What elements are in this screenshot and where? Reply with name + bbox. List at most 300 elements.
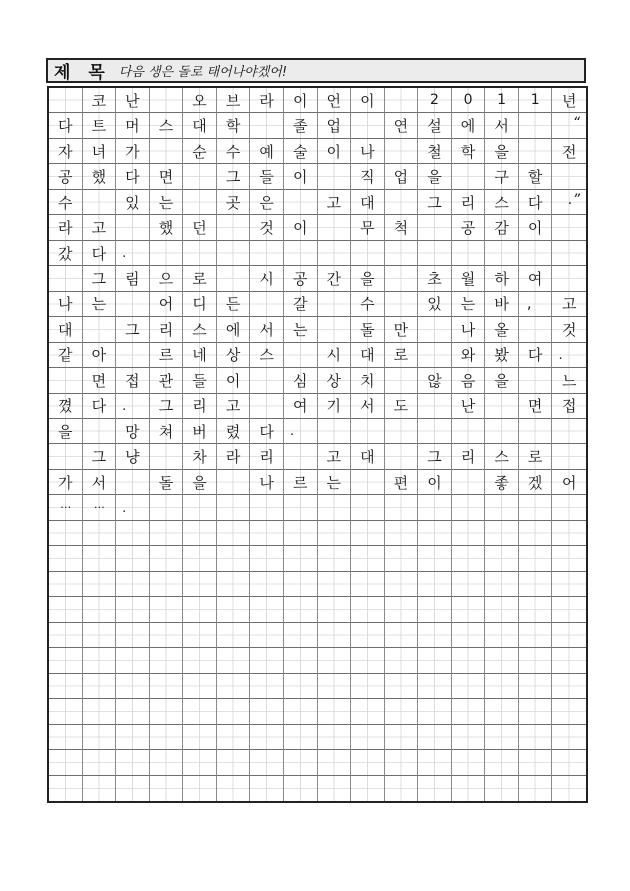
grid-cell: [418, 776, 452, 801]
grid-cell: [49, 725, 83, 750]
grid-cell: 들: [250, 164, 284, 189]
grid-cell: [49, 750, 83, 775]
grid-cell: [552, 495, 586, 520]
grid-cell: 들: [183, 368, 217, 393]
grid-cell: [150, 521, 184, 546]
grid-cell: 이: [418, 470, 452, 495]
grid-cell: [552, 674, 586, 699]
grid-cell: [351, 597, 385, 622]
grid-cell: 든: [217, 292, 251, 317]
grid-cell: [250, 368, 284, 393]
grid-cell: 관: [150, 368, 184, 393]
grid-cell: [452, 674, 486, 699]
grid-cell: [183, 495, 217, 520]
grid-cell: [351, 648, 385, 673]
grid-cell: [150, 648, 184, 673]
grid-cell: [217, 648, 251, 673]
grid-cell: [418, 394, 452, 419]
grid-cell: 학: [452, 139, 486, 164]
grid-cell: 가: [49, 470, 83, 495]
grid-cell: [49, 623, 83, 648]
title-box: [46, 58, 586, 83]
grid-cell: [116, 546, 150, 571]
grid-cell: 을: [351, 266, 385, 291]
grid-cell: [519, 597, 553, 622]
grid-cell: [519, 368, 553, 393]
grid-cell: [318, 495, 352, 520]
grid-cell: 같: [49, 343, 83, 368]
grid-cell: 0: [452, 88, 486, 113]
grid-cell: [552, 546, 586, 571]
grid-cell: 는: [150, 190, 184, 215]
grid-cell: [150, 546, 184, 571]
grid-cell: 척: [385, 215, 419, 240]
grid-cell: 학: [217, 113, 251, 138]
grid-cell: [351, 113, 385, 138]
grid-cell: 트: [83, 113, 117, 138]
grid-cell: 있: [116, 190, 150, 215]
grid-cell: [116, 725, 150, 750]
grid-cell: 수: [351, 292, 385, 317]
grid-cell: 라: [217, 444, 251, 469]
grid-cell: [250, 113, 284, 138]
grid-cell: 브: [217, 88, 251, 113]
grid-cell: 그: [418, 190, 452, 215]
grid-cell: 업: [318, 113, 352, 138]
grid-cell: [418, 623, 452, 648]
grid-cell: [519, 521, 553, 546]
grid-cell: [150, 699, 184, 724]
grid-cell: 이: [284, 88, 318, 113]
grid-cell: [183, 164, 217, 189]
grid-cell: [552, 623, 586, 648]
grid-cell: [284, 190, 318, 215]
grid-cell: [150, 495, 184, 520]
grid-cell: 스: [485, 190, 519, 215]
grid-cell: [418, 215, 452, 240]
grid-cell: [418, 546, 452, 571]
grid-cell: [385, 266, 419, 291]
grid-cell: 올: [485, 317, 519, 342]
grid-cell: [351, 750, 385, 775]
grid-cell: [351, 776, 385, 801]
grid-cell: [351, 699, 385, 724]
grid-cell: [49, 648, 83, 673]
grid-cell: 대: [351, 444, 385, 469]
grid-cell: [49, 368, 83, 393]
grid-cell: 접: [552, 394, 586, 419]
grid-cell: 공: [49, 164, 83, 189]
grid-cell: [183, 648, 217, 673]
grid-cell: 시: [250, 266, 284, 291]
grid-cell: [250, 394, 284, 419]
grid-cell: 라: [250, 88, 284, 113]
grid-cell: [452, 725, 486, 750]
grid-cell: [552, 521, 586, 546]
grid-cell: [250, 699, 284, 724]
grid-cell: [552, 597, 586, 622]
grid-cell: 머: [116, 113, 150, 138]
grid-cell: [284, 343, 318, 368]
grid-cell: 렸: [217, 419, 251, 444]
grid-cell: 스: [250, 343, 284, 368]
grid-cell: 스: [183, 317, 217, 342]
grid-cell: 초: [418, 266, 452, 291]
grid-cell: [83, 674, 117, 699]
grid-cell: [418, 750, 452, 775]
grid-cell: 대: [183, 113, 217, 138]
grid-cell: [552, 776, 586, 801]
grid-cell: [183, 674, 217, 699]
grid-cell: [418, 343, 452, 368]
grid-cell: [318, 546, 352, 571]
grid-cell: 나: [49, 292, 83, 317]
grid-cell: [485, 699, 519, 724]
grid-cell: [318, 241, 352, 266]
grid-cell: 접: [116, 368, 150, 393]
title-label: 제 목: [54, 63, 111, 83]
grid-cell: [385, 419, 419, 444]
grid-cell: 바: [485, 292, 519, 317]
grid-cell: [49, 521, 83, 546]
grid-cell: 는: [284, 317, 318, 342]
grid-cell: 이: [318, 139, 352, 164]
grid-cell: [284, 546, 318, 571]
grid-cell: 이: [351, 88, 385, 113]
grid-cell: 면: [519, 394, 553, 419]
grid-cell: [351, 725, 385, 750]
grid-cell: [418, 419, 452, 444]
grid-cell: [385, 368, 419, 393]
grid-cell: 시: [318, 343, 352, 368]
grid-cell: 느: [552, 368, 586, 393]
grid-cell: [519, 725, 553, 750]
grid-cell: 것: [250, 215, 284, 240]
grid-cell: [150, 241, 184, 266]
grid-cell: [250, 546, 284, 571]
grid-cell: 이: [284, 215, 318, 240]
grid-cell: [519, 776, 553, 801]
grid-cell: 다: [519, 190, 553, 215]
grid-cell: 도: [385, 394, 419, 419]
grid-cell: 것: [552, 317, 586, 342]
grid-cell: 다: [49, 113, 83, 138]
grid-cell: 월: [452, 266, 486, 291]
grid-cell: 공: [284, 266, 318, 291]
grid-cell: [183, 572, 217, 597]
grid-cell: [217, 521, 251, 546]
grid-cell: [250, 674, 284, 699]
grid-cell: [83, 725, 117, 750]
grid-cell: [519, 623, 553, 648]
grid-cell: [217, 750, 251, 775]
grid-cell: 을: [49, 419, 83, 444]
grid-cell: [385, 88, 419, 113]
grid-cell: [116, 292, 150, 317]
grid-cell: [519, 241, 553, 266]
grid-cell: [116, 699, 150, 724]
grid-cell: [418, 674, 452, 699]
grid-cell: 구: [485, 164, 519, 189]
grid-cell: [116, 750, 150, 775]
grid-cell: 설: [418, 113, 452, 138]
grid-cell: 순: [183, 139, 217, 164]
grid-cell: 대: [49, 317, 83, 342]
grid-cell: [519, 648, 553, 673]
grid-cell: 그: [83, 266, 117, 291]
grid-cell: [284, 572, 318, 597]
grid-cell: 무: [351, 215, 385, 240]
grid-cell: 버: [183, 419, 217, 444]
grid-cell: [116, 215, 150, 240]
grid-cell: [318, 521, 352, 546]
grid-cell: [552, 444, 586, 469]
grid-cell: [150, 597, 184, 622]
grid-cell: ,: [519, 292, 553, 317]
grid-cell: [284, 495, 318, 520]
grid-cell: 가: [116, 139, 150, 164]
grid-cell: …: [83, 495, 117, 520]
grid-cell: 서: [351, 394, 385, 419]
grid-cell: 그: [83, 444, 117, 469]
grid-cell: 년: [552, 88, 586, 113]
grid-cell: [519, 317, 553, 342]
grid-cell: [351, 495, 385, 520]
grid-cell: [116, 623, 150, 648]
grid-cell: [485, 776, 519, 801]
grid-cell: [318, 597, 352, 622]
grid-cell: 쳐: [150, 419, 184, 444]
grid-cell: 면: [150, 164, 184, 189]
grid-cell: .: [116, 495, 150, 520]
grid-cell: [150, 674, 184, 699]
grid-cell: 언: [318, 88, 352, 113]
grid-cell: 녀: [83, 139, 117, 164]
grid-cell: 졸: [284, 113, 318, 138]
grid-cell: [116, 648, 150, 673]
grid-cell: [183, 623, 217, 648]
grid-cell: 리: [452, 444, 486, 469]
grid-cell: [351, 521, 385, 546]
grid-cell: [49, 444, 83, 469]
grid-cell: 했: [150, 215, 184, 240]
grid-cell: 망: [116, 419, 150, 444]
grid-cell: [284, 699, 318, 724]
grid-cell: [418, 572, 452, 597]
grid-cell: [116, 597, 150, 622]
grid-cell: [250, 725, 284, 750]
grid-cell: .: [284, 419, 318, 444]
grid-cell: [250, 750, 284, 775]
grid-cell: [452, 546, 486, 571]
grid-cell: [49, 776, 83, 801]
grid-cell: [452, 699, 486, 724]
grid-cell: [485, 521, 519, 546]
grid-cell: [150, 623, 184, 648]
grid-cell: 서: [250, 317, 284, 342]
grid-cell: [83, 699, 117, 724]
grid-cell: 로: [183, 266, 217, 291]
grid-cell: 술: [284, 139, 318, 164]
grid-cell: [519, 699, 553, 724]
grid-cell: [485, 419, 519, 444]
grid-cell: 스: [485, 444, 519, 469]
grid-cell: [552, 241, 586, 266]
grid-cell: [485, 674, 519, 699]
grid-cell: [452, 241, 486, 266]
grid-cell: [217, 725, 251, 750]
grid-cell: [83, 521, 117, 546]
grid-cell: [83, 597, 117, 622]
grid-cell: [385, 546, 419, 571]
grid-cell: [485, 241, 519, 266]
grid-cell: [485, 623, 519, 648]
grid-cell: 에: [452, 113, 486, 138]
grid-cell: 아: [83, 343, 117, 368]
grid-cell: 상: [318, 368, 352, 393]
grid-cell: [217, 546, 251, 571]
grid-cell: [217, 495, 251, 520]
grid-cell: 철: [418, 139, 452, 164]
grid-cell: [83, 190, 117, 215]
grid-cell: …: [49, 495, 83, 520]
grid-cell: [250, 572, 284, 597]
grid-cell: [418, 725, 452, 750]
grid-cell: [519, 750, 553, 775]
grid-cell: [452, 776, 486, 801]
grid-cell: [116, 674, 150, 699]
grid-cell: [519, 113, 553, 138]
grid-cell: [351, 419, 385, 444]
grid-cell: [217, 470, 251, 495]
grid-cell: 다: [83, 241, 117, 266]
grid-cell: 갔: [49, 241, 83, 266]
grid-cell: [250, 495, 284, 520]
grid-cell: [519, 674, 553, 699]
grid-cell: [351, 470, 385, 495]
grid-cell: [552, 215, 586, 240]
grid-cell: 리: [452, 190, 486, 215]
grid-cell: 난: [452, 394, 486, 419]
grid-cell: [284, 444, 318, 469]
grid-cell: 음: [452, 368, 486, 393]
grid-cell: [385, 674, 419, 699]
grid-cell: [452, 164, 486, 189]
grid-cell: 고: [217, 394, 251, 419]
grid-cell: 전: [552, 139, 586, 164]
grid-cell: [284, 725, 318, 750]
grid-cell: [250, 521, 284, 546]
grid-cell: [250, 623, 284, 648]
grid-cell: 리: [250, 444, 284, 469]
grid-cell: [83, 623, 117, 648]
grid-cell: [485, 597, 519, 622]
grid-cell: 르: [284, 470, 318, 495]
grid-cell: [385, 241, 419, 266]
grid-cell: [83, 572, 117, 597]
grid-cell: [217, 623, 251, 648]
grid-cell: [485, 648, 519, 673]
grid-cell: 그: [217, 164, 251, 189]
grid-cell: [183, 521, 217, 546]
grid-cell: [351, 546, 385, 571]
grid-cell: [49, 674, 83, 699]
grid-cell: [351, 674, 385, 699]
grid-cell: [385, 648, 419, 673]
grid-cell: 2: [418, 88, 452, 113]
grid-cell: 을: [485, 139, 519, 164]
grid-cell: [418, 597, 452, 622]
grid-cell: [183, 190, 217, 215]
grid-cell: 다: [250, 419, 284, 444]
grid-cell: 고: [552, 292, 586, 317]
grid-cell: [318, 215, 352, 240]
grid-cell: 이: [284, 164, 318, 189]
grid-cell: [385, 292, 419, 317]
grid-cell: [452, 521, 486, 546]
grid-cell: [452, 572, 486, 597]
grid-cell: [183, 776, 217, 801]
grid-cell: 1: [485, 88, 519, 113]
grid-cell: 다: [116, 164, 150, 189]
grid-cell: 여: [284, 394, 318, 419]
grid-cell: 을: [418, 164, 452, 189]
manuscript-grid: [47, 86, 588, 803]
grid-cell: [552, 164, 586, 189]
grid-cell: [385, 572, 419, 597]
grid-cell: 난: [116, 88, 150, 113]
grid-cell: 이: [217, 368, 251, 393]
grid-cell: [83, 750, 117, 775]
grid-cell: 수: [49, 190, 83, 215]
grid-cell: [183, 546, 217, 571]
grid-cell: 으: [150, 266, 184, 291]
grid-cell: 나: [250, 470, 284, 495]
grid-cell: [318, 572, 352, 597]
grid-cell: 할: [519, 164, 553, 189]
grid-cell: 는: [452, 292, 486, 317]
grid-cell: [150, 725, 184, 750]
grid-cell: 간: [318, 266, 352, 291]
grid-cell: [552, 419, 586, 444]
grid-cell: 예: [250, 139, 284, 164]
grid-cell: [318, 750, 352, 775]
grid-cell: .: [552, 343, 586, 368]
grid-cell: [485, 725, 519, 750]
grid-cell: 어: [150, 292, 184, 317]
grid-cell: 하: [485, 266, 519, 291]
grid-cell: 고: [318, 190, 352, 215]
grid-cell: 오: [183, 88, 217, 113]
grid-cell: [150, 444, 184, 469]
grid-cell: [49, 546, 83, 571]
grid-cell: 고: [83, 215, 117, 240]
grid-cell: 공: [452, 215, 486, 240]
grid-cell: [217, 776, 251, 801]
grid-cell: [452, 419, 486, 444]
grid-cell: [83, 317, 117, 342]
grid-cell: 곳: [217, 190, 251, 215]
grid-cell: 와: [452, 343, 486, 368]
grid-cell: 스: [150, 113, 184, 138]
grid-cell: [284, 597, 318, 622]
grid-cell: [385, 725, 419, 750]
grid-cell: [318, 292, 352, 317]
grid-cell: [318, 725, 352, 750]
grid-cell: [351, 572, 385, 597]
grid-cell: 그: [116, 317, 150, 342]
grid-cell: [552, 266, 586, 291]
